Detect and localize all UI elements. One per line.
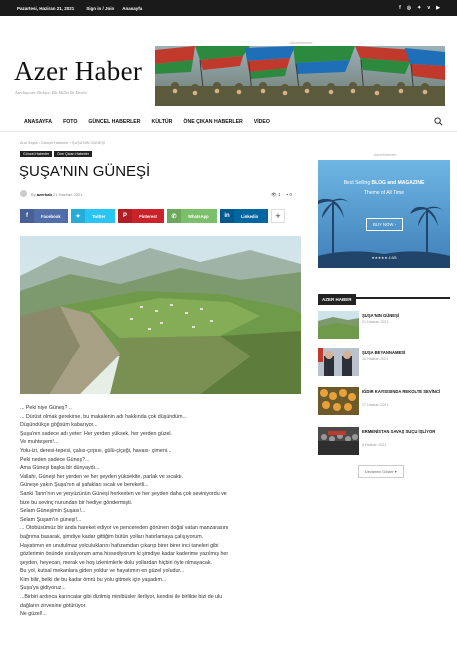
sidebar-post-thumbnail[interactable]: [318, 348, 359, 376]
share-label: Pinterest: [139, 213, 157, 219]
whatsapp-share-button[interactable]: [167, 209, 217, 223]
article-featured-image: [20, 236, 301, 394]
sidebar-post-title[interactable]: IĞDIR KAYISISINDA REKOLTE SEVİNCİ: [362, 389, 441, 394]
nav-one-cikan-haberler[interactable]: ÖNE ÇIKAN HABERLER: [183, 118, 243, 125]
ad-line1: Best Selling: [343, 180, 371, 186]
whatsapp-icon: ✆: [167, 209, 181, 223]
banner-image: [155, 46, 445, 106]
article-paragraph: Hayatımın en unutulmaz yolculuklarını hafızamdan çıkarıp birer birer inci taneleri gibi: [20, 542, 219, 549]
share-label: WhatsApp: [188, 213, 209, 219]
author-avatar: [20, 190, 27, 197]
sidebar-post-thumbnail[interactable]: [318, 427, 359, 455]
facebook-share-button[interactable]: [20, 209, 68, 223]
ad-headline: [318, 180, 450, 186]
sidebar-advertisement[interactable]: [318, 160, 450, 268]
comments-count[interactable]: ▪ 0: [286, 192, 292, 197]
article-body: [20, 404, 308, 619]
sign-in-link[interactable]: Sign in / Join: [86, 5, 115, 11]
share-buttons: [20, 209, 285, 223]
category-tags: [20, 151, 92, 157]
crowd-thumbnail: [318, 427, 359, 455]
sidebar-post-title[interactable]: ŞUŞA'NIN GÜNEŞİ: [362, 313, 400, 318]
sidebar-post-title[interactable]: ERMENİSTAN SAVAŞ SUÇU İŞLİYOR: [362, 429, 436, 434]
facebook-icon[interactable]: f: [399, 5, 401, 11]
article-paragraph: Sanki Tanrı'nın ve yeryüzünün Güneşi herkesten ve her şeyden daha çok seviniyordu ve: [20, 490, 227, 497]
article-paragraph: Ve muhteşem!...: [20, 439, 59, 446]
sidebar-section-header: [318, 288, 450, 302]
shusha-landscape-image: [20, 236, 301, 394]
article-paragraph: bağrıma basarak, şimdiye kadar gittiğim bütün yolları hatırlamaya çalışıyorum.: [20, 533, 204, 540]
sidebar-section-title: AZER HABER: [318, 294, 356, 305]
facebook-icon: f: [20, 209, 34, 223]
article-paragraph: gözlerimin önünde sıralıyorum ama hissediyorum ki şimdiye kadar kaderime yazılmış her: [20, 551, 229, 558]
instagram-icon[interactable]: ◎: [406, 5, 412, 11]
ad-rating: ★★★★★ 4.9/5: [371, 256, 397, 260]
comments-value: 0: [289, 192, 292, 197]
views-count: 👁 1: [271, 192, 281, 197]
article-title: ŞUŞA'NIN GÜNEŞİ: [19, 163, 151, 180]
sidebar-post-date: 21 Haziran 2021: [362, 320, 389, 324]
article-paragraph: ... Peki niye Güneş? ..: [20, 405, 72, 411]
header-ad-label: - Advertisement -: [288, 41, 315, 45]
linkedin-share-button[interactable]: [220, 209, 268, 223]
share-label: Linkedin: [241, 213, 259, 219]
article-paragraph: Bu yol, kutsal mekanlara giden yoldur ve hayatımın en güzel yoludur...: [20, 568, 185, 575]
apricots-thumbnail: [318, 387, 359, 415]
ad-background-image: [318, 160, 450, 268]
top-bar: [0, 0, 457, 16]
article-paragraph: Vallahi, Güneşi her yerden ve her şeyden yükseklte, parlak ve sıcaktı.: [20, 473, 184, 480]
article-paragraph: Yolu-izi, deresi-tepesi, çalısı-çırpısı, gülü-çiçeği, havası- çimeni...: [20, 447, 172, 454]
nav-foto[interactable]: FOTO: [63, 118, 78, 125]
author-name[interactable]: azerhab: [36, 192, 52, 197]
landscape-thumbnail: [318, 311, 359, 339]
twitter-icon: ✦: [71, 209, 85, 223]
linkedin-icon: in: [220, 209, 234, 223]
ad-line2: Theme of All Time: [363, 190, 404, 196]
breadcrumb[interactable]: Ana Sayfa › Güncel Haberler › ŞUŞA'NIN GÜNEŞİ: [20, 141, 106, 145]
show-more-button[interactable]: Devamını Göster ▾: [358, 465, 404, 478]
article-paragraph: dağların zirvesine götürüyor.: [20, 602, 87, 609]
article-paragraph: Kim bilir, belki de bu kadar ömrü bu yolu gitmek için yaşadım...: [20, 576, 167, 583]
site-logo[interactable]: [14, 56, 142, 95]
logo-tagline: Azerbaycan-Türkiye, Bir Millet İki Devlet: [15, 90, 87, 95]
twitter-icon[interactable]: ✦: [417, 5, 422, 11]
sidebar-post-date: 17 Haziran 2021: [362, 403, 389, 407]
share-label: Twitter: [92, 213, 106, 219]
author-prefix: By: [31, 192, 36, 197]
sidebar-post-thumbnail[interactable]: [318, 311, 359, 339]
article-paragraph: ... Otobüsümüz bir anda hareket ediyor ve pencereden görünen doğal vatan manzarasını: [20, 525, 229, 532]
article-paragraph: Selam Güneşimin Şuşası!...: [20, 508, 86, 515]
article-paragraph: Ama Güneşi başka bir dünyaydı...: [20, 465, 100, 472]
sidebar-post[interactable]: [318, 348, 450, 376]
current-date: Pazartesi, Haziran 21, 2021: [17, 5, 75, 11]
article-paragraph: ...Birbiri ardınca karıncalar gibi dizilmiş minibüsler ilerliyor, kendisi ile birlikte bizi de ulu: [20, 594, 223, 601]
article-paragraph: Düşündükçe göğsüm kabarıyor...: [20, 422, 98, 429]
home-link[interactable]: Anasayfa: [122, 5, 143, 11]
pinterest-icon: P: [118, 209, 132, 223]
logo-name: Azer Haber: [14, 56, 143, 86]
category-tag[interactable]: Öne Çıkan Haberler: [54, 151, 92, 157]
header-banner[interactable]: [155, 46, 445, 106]
share-label: Facebook: [41, 213, 61, 219]
category-tag[interactable]: Güncel Haberler: [20, 151, 52, 157]
article-stats: [271, 192, 292, 198]
article-paragraph: Ne güzel!...: [20, 611, 47, 618]
sidebar-post-date: 16 Haziran 2021: [362, 357, 389, 361]
article-paragraph: şeyden, heyecan, merak ve hoş izlenimlerle dolu yollardan hiçbiri öyle olmayacak.: [20, 559, 212, 566]
sidebar-post-title[interactable]: ŞUŞA BEYANNAMESİ: [362, 350, 406, 355]
nav-video[interactable]: VİDEO: [253, 118, 270, 125]
more-share-button[interactable]: +: [271, 209, 285, 223]
social-links: [399, 5, 440, 11]
article-paragraph: ... Dürüst olmak gerekirse, bu makalenin adı hakkında çok düşündüm...: [20, 413, 187, 420]
ad-buy-button[interactable]: BUY NOW ›: [366, 218, 403, 231]
sidebar-post[interactable]: [318, 387, 450, 415]
article-paragraph: Şuşa'nın sadece adı yeter: Her yerden yüksek, her yerden güzel.: [20, 430, 173, 437]
nav-kultur[interactable]: KÜLTÜR: [151, 118, 173, 125]
sidebar-post[interactable]: [318, 427, 450, 455]
youtube-icon[interactable]: ▶: [436, 5, 440, 11]
twitter-share-button[interactable]: [71, 209, 115, 223]
search-icon[interactable]: [434, 117, 443, 126]
pinterest-share-button[interactable]: [118, 209, 164, 223]
sidebar-ad-label: - Advertisement -: [372, 153, 399, 157]
article-paragraph: Şuşa'ya gidiyoruz...: [20, 585, 66, 592]
article-paragraph: Selam Şuşam'ın güneşi!...: [20, 516, 82, 523]
sidebar-post-date: 6 Haziran 2021: [362, 443, 387, 447]
sidebar-post[interactable]: [318, 311, 450, 339]
article-paragraph: Güneşe yakın Şuşa'nın al şafakları sıcak ve bereketli...: [20, 482, 149, 489]
views-value: 1: [277, 192, 281, 197]
article-meta: [31, 192, 82, 197]
vimeo-icon[interactable]: v: [427, 5, 431, 11]
main-navigation: [0, 112, 457, 132]
article-paragraph: Peki neden sadece Güneş?...: [20, 456, 90, 463]
nav-guncel-haberler[interactable]: GÜNCEL HABERLER: [88, 118, 141, 125]
sidebar-post-thumbnail[interactable]: [318, 387, 359, 415]
article-paragraph: bize bu sevinç nurundan bir hediye göndermişti.: [20, 499, 133, 506]
ad-line1-bold: BLOG and MAGAZINE: [371, 180, 425, 186]
article-date: 21 Haziran 2021: [53, 192, 83, 197]
leaders-thumbnail: [318, 348, 359, 376]
nav-anasayfa[interactable]: ANASAYFA: [24, 118, 53, 125]
